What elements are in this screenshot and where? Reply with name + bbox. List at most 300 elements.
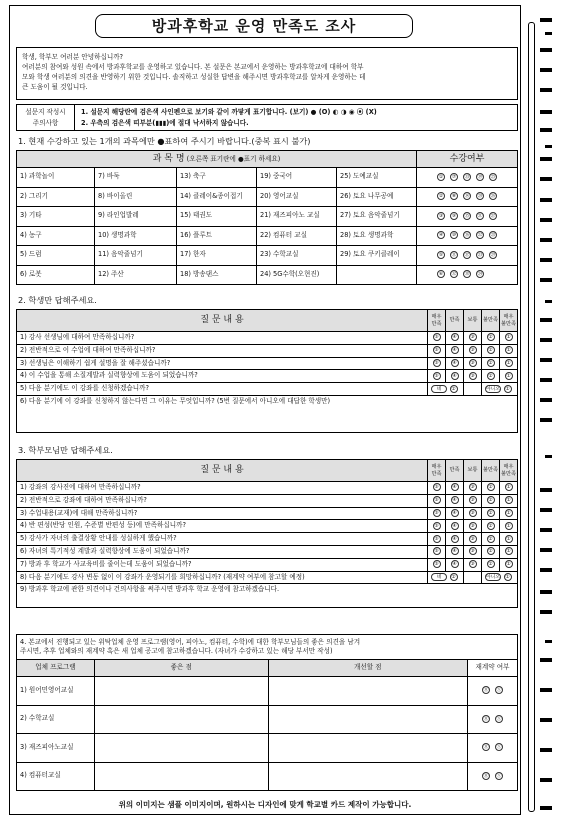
- subject-cell: 27) 토요 음악줄넘기: [337, 207, 417, 227]
- enroll-bubble[interactable]: ⑬: [464, 174, 470, 180]
- subject-row: [17, 226, 518, 246]
- parent-question-table: [16, 459, 518, 608]
- enroll-bubble[interactable]: ⑳: [477, 194, 483, 200]
- scale-cell: [464, 558, 482, 571]
- blank-cell: [464, 383, 482, 396]
- timing-mark: [545, 32, 552, 35]
- question-row: [17, 545, 518, 558]
- page-title: 방과후학교 운영 만족도 조사: [95, 14, 413, 38]
- answer-bubble[interactable]: ②: [488, 549, 493, 555]
- enroll-bubble[interactable]: ㉙: [490, 252, 496, 258]
- yes-cell: [428, 571, 464, 584]
- subject-cell: 3) 기타: [17, 207, 95, 227]
- answer-bubble[interactable]: ③: [470, 373, 475, 379]
- scale-cell: [482, 533, 500, 546]
- question-text: 6) 자녀의 특기적성 계발과 실력향상에 도움이 되었습니까?: [17, 545, 428, 558]
- yes-option[interactable]: 네: [431, 573, 447, 581]
- scale-cell: [428, 357, 446, 370]
- answer-bubble[interactable]: ⑤: [434, 562, 439, 568]
- answer-bubble[interactable]: ④: [452, 536, 457, 542]
- enroll-bubbles: [417, 207, 518, 227]
- answer-bubble[interactable]: ③: [470, 485, 475, 491]
- timing-mark: [540, 68, 552, 72]
- renew-yes-bubble[interactable]: ⓪: [483, 716, 489, 722]
- vendor-program: 2) 수학교실: [17, 705, 95, 734]
- scale-cell: [500, 370, 518, 383]
- scale-header: 만족: [446, 310, 464, 332]
- scale-cell: [500, 545, 518, 558]
- subject-cell: 9) 라인업발레: [95, 207, 177, 227]
- scale-cell: [446, 520, 464, 533]
- answer-bubble[interactable]: ④: [452, 373, 457, 379]
- answer-bubble[interactable]: ⑤: [434, 549, 439, 555]
- timing-mark: [545, 300, 552, 303]
- answer-bubble[interactable]: ②: [488, 536, 493, 542]
- vendor-header: 재계약 여부: [468, 660, 518, 677]
- subject-cell: 4) 농구: [17, 226, 95, 246]
- subject-header: [17, 151, 417, 168]
- vendor-row: [17, 677, 518, 706]
- question-row: [17, 584, 518, 608]
- renew-cell: [468, 705, 518, 734]
- student-question-table: [16, 309, 518, 433]
- answer-bubble[interactable]: ④: [452, 562, 457, 568]
- timing-mark: [540, 238, 552, 242]
- answer-bubble[interactable]: ①: [506, 511, 511, 517]
- greeting-line: 학생, 학부모 여러분 안녕하십니까?: [22, 53, 124, 61]
- answer-bubble[interactable]: ②: [488, 523, 493, 529]
- question-row: [17, 520, 518, 533]
- scale-cell: [446, 344, 464, 357]
- scale-header: 만족: [446, 460, 464, 482]
- answer-bubble[interactable]: ①: [506, 523, 511, 529]
- subject-cell: 5) 드럼: [17, 246, 95, 266]
- enroll-bubble[interactable]: ⑩: [451, 233, 457, 239]
- scale-cell: [446, 482, 464, 495]
- enroll-bubble[interactable]: ㉔: [477, 272, 483, 278]
- answer-bubble[interactable]: ⑤: [434, 485, 439, 491]
- enroll-bubble[interactable]: ①: [438, 174, 444, 180]
- renew-cell: [468, 677, 518, 706]
- improve-points-field[interactable]: [268, 734, 468, 763]
- subject-cell: 13) 축구: [177, 168, 257, 188]
- subject-cell: 23) 수학교실: [257, 246, 337, 266]
- timing-mark: [540, 748, 552, 752]
- subject-cell: 29) 토요 쿠키클레이: [337, 246, 417, 266]
- vendor-intro-line: 주시면, 추후 업체와의 재계약 혹은 새 업체 공고에 참고하겠습니다. (자녀가 수강하고 있는 해당 부서만 작성): [20, 647, 333, 655]
- enroll-bubble[interactable]: ㉖: [490, 194, 496, 200]
- timing-mark: [540, 778, 552, 782]
- timing-mark: [540, 358, 552, 362]
- timing-mark: [545, 640, 552, 643]
- scale-header: 매우 만족: [428, 310, 446, 332]
- renew-no-bubble[interactable]: ⓧ: [496, 773, 502, 779]
- answer-bubble[interactable]: ③: [470, 523, 475, 529]
- good-points-field[interactable]: [94, 705, 268, 734]
- good-points-field[interactable]: [94, 734, 268, 763]
- timing-mark: [540, 88, 552, 92]
- answer-bubble[interactable]: ②: [488, 348, 493, 354]
- question-row: [17, 370, 518, 383]
- answer-bubble[interactable]: ⑤: [434, 536, 439, 542]
- enroll-bubble[interactable]: ㉑: [477, 213, 483, 219]
- answer-bubble[interactable]: ②: [488, 335, 493, 341]
- enroll-bubble[interactable]: ⑯: [464, 233, 470, 239]
- notice-box: [16, 104, 518, 131]
- timing-mark: [540, 258, 552, 262]
- scale-cell: [428, 507, 446, 520]
- enroll-bubbles: [417, 187, 518, 207]
- question-text: 4) 반 편성(반당 인원, 수준별 반편성 등)에 만족하십니까?: [17, 520, 428, 533]
- scale-cell: [482, 370, 500, 383]
- subject-cell: 22) 컴퓨터 교실: [257, 226, 337, 246]
- yes-cell: [428, 383, 464, 396]
- subject-row: [17, 168, 518, 188]
- enroll-bubble[interactable]: ⑫: [451, 272, 457, 278]
- enroll-bubble[interactable]: ⑭: [464, 194, 470, 200]
- answer-bubble[interactable]: ④: [452, 348, 457, 354]
- enroll-bubble[interactable]: ⑱: [464, 272, 470, 278]
- subject-cell: 18) 방송댄스: [177, 265, 257, 285]
- question-text: 9) 방과후 학교에 관한 의견이나 건의사항을 써주시면 방과후 학교 운영에 참고하겠습니다.: [17, 584, 518, 608]
- notice-rule: 2. 우측의 검은색 띠부분(▮▮▮)에 절대 낙서하지 않습니다.: [81, 119, 249, 127]
- answer-bubble[interactable]: ②: [488, 361, 493, 367]
- timing-mark: [540, 198, 552, 202]
- question-text: 2) 전반적으로 이 수업에 대하여 만족하십니까?: [17, 344, 428, 357]
- timing-mark: [545, 455, 552, 458]
- scale-cell: [428, 370, 446, 383]
- timing-mark: [540, 508, 552, 512]
- scale-cell: [446, 558, 464, 571]
- question-text: 3) 선생님은 이해하기 쉽게 설명을 잘 해주셨습니까?: [17, 357, 428, 370]
- renew-cell: [468, 762, 518, 791]
- good-points-field[interactable]: [94, 677, 268, 706]
- scale-header: 매우 불만족: [500, 460, 518, 482]
- renew-yes-bubble[interactable]: ⓪: [483, 688, 489, 694]
- enroll-bubble[interactable]: ④: [438, 233, 444, 239]
- scale-header: 보통: [464, 460, 482, 482]
- timing-mark: [540, 378, 552, 382]
- answer-bubble[interactable]: ①: [505, 386, 510, 392]
- timing-mark: [540, 718, 552, 722]
- subject-header-label: 과 목 명: [152, 153, 185, 164]
- scale-cell: [464, 545, 482, 558]
- answer-bubble[interactable]: ④: [452, 485, 457, 491]
- scale-cell: [428, 482, 446, 495]
- improve-points-field[interactable]: [268, 677, 468, 706]
- enroll-bubble[interactable]: ⑰: [464, 252, 470, 258]
- question-header-row: [17, 310, 518, 332]
- answer-bubble[interactable]: ②: [451, 386, 456, 392]
- answer-bubble[interactable]: ⑤: [434, 523, 439, 529]
- footer-note: 위의 이미지는 샘플 이미지이며, 원하시는 디자인에 맞게 학교별 카드 제작이 가능합니다.: [118, 800, 412, 809]
- scale-cell: [482, 357, 500, 370]
- answer-bubble[interactable]: ①: [505, 575, 510, 581]
- enroll-bubble[interactable]: ②: [438, 194, 444, 200]
- timing-mark: [540, 528, 552, 532]
- vendor-program: 4) 컴퓨터교실: [17, 762, 95, 791]
- timing-mark: [540, 318, 552, 322]
- notice-label: [17, 105, 75, 130]
- timing-mark: [540, 590, 552, 594]
- scale-cell: [464, 344, 482, 357]
- scale-cell: [482, 494, 500, 507]
- subject-row: [17, 265, 518, 285]
- no-cell: [482, 383, 518, 396]
- enroll-bubble[interactable]: ㉗: [490, 213, 496, 219]
- answer-bubble[interactable]: ②: [488, 373, 493, 379]
- subject-row: [17, 187, 518, 207]
- good-points-field[interactable]: [94, 762, 268, 791]
- improve-points-field[interactable]: [268, 762, 468, 791]
- question-row: [17, 357, 518, 370]
- improve-points-field[interactable]: [268, 705, 468, 734]
- scale-cell: [446, 357, 464, 370]
- timing-mark: [540, 278, 552, 282]
- subject-cell: 15) 태권도: [177, 207, 257, 227]
- question-header-label: 질 문 내 용: [200, 465, 244, 476]
- renew-no-bubble[interactable]: ⓧ: [496, 716, 502, 722]
- scale-header: 매우 불만족: [500, 310, 518, 332]
- scale-cell: [500, 507, 518, 520]
- enroll-bubble[interactable]: ㉘: [490, 233, 496, 239]
- question-text: 1) 강사 선생님에 대하여 만족하십니까?: [17, 332, 428, 345]
- renew-no-bubble[interactable]: ⓧ: [496, 688, 502, 694]
- answer-bubble[interactable]: ②: [488, 485, 493, 491]
- subject-cell: 26) 토요 나무공예: [337, 187, 417, 207]
- scale-cell: [446, 494, 464, 507]
- vendor-header: 개선할 점: [268, 660, 468, 677]
- vendor-header: 좋은 점: [94, 660, 268, 677]
- enroll-bubble[interactable]: ③: [438, 213, 444, 219]
- scale-cell: [482, 482, 500, 495]
- enroll-bubble[interactable]: ⑤: [438, 252, 444, 258]
- vendor-program: 1) 원어민영어교실: [17, 677, 95, 706]
- enroll-bubbles: [417, 168, 518, 188]
- answer-bubble[interactable]: ⑤: [434, 361, 439, 367]
- scale-header: 불만족: [482, 460, 500, 482]
- answer-bubble[interactable]: ①: [506, 549, 511, 555]
- subject-table: [16, 150, 518, 285]
- scale-cell: [428, 520, 446, 533]
- answer-bubble[interactable]: ①: [506, 373, 511, 379]
- vendor-row: [17, 762, 518, 791]
- no-cell: [482, 571, 518, 584]
- timing-mark: [540, 688, 552, 692]
- scale-header: 보통: [464, 310, 482, 332]
- no-option[interactable]: 아니오: [486, 386, 500, 392]
- question-row: [17, 571, 518, 584]
- notice-label-line: 설문지 작성시: [25, 108, 66, 116]
- answer-bubble[interactable]: ⑤: [434, 511, 439, 517]
- answer-bubble[interactable]: ①: [506, 536, 511, 542]
- greeting-line: 큰 도움이 될 것입니다.: [22, 83, 88, 91]
- question-row: [17, 344, 518, 357]
- scale-cell: [464, 482, 482, 495]
- renew-no-bubble[interactable]: ⓧ: [496, 745, 502, 751]
- subject-cell: 6) 로봇: [17, 265, 95, 285]
- answer-bubble[interactable]: ④: [452, 523, 457, 529]
- enroll-bubble[interactable]: ⑲: [477, 174, 483, 180]
- scale-cell: [446, 545, 464, 558]
- scale-cell: [482, 545, 500, 558]
- timing-mark: [540, 218, 552, 222]
- scale-cell: [500, 357, 518, 370]
- timing-mark: [540, 338, 552, 342]
- scale-cell: [446, 507, 464, 520]
- timing-mark: [540, 398, 552, 402]
- enroll-bubbles: [417, 246, 518, 266]
- answer-bubble[interactable]: ③: [470, 536, 475, 542]
- greeting-line: 모와 학생 여러분의 의견을 반영하기 위한 것입니다. 솔직하고 성실한 답변을 해주시면 방과후학교를 알차게 운영하는 데: [22, 73, 366, 81]
- question-row: [17, 507, 518, 520]
- answer-bubble[interactable]: ②: [488, 562, 493, 568]
- question-text: 3) 수업내용(교재)에 대해 만족하십니까?: [17, 507, 428, 520]
- timing-mark: [540, 157, 552, 161]
- answer-bubble[interactable]: ③: [470, 549, 475, 555]
- enroll-bubble[interactable]: ⑥: [438, 272, 444, 278]
- question-header-label: 질 문 내 용: [200, 315, 244, 326]
- answer-bubble[interactable]: ④: [452, 335, 457, 341]
- vendor-header: 업체 프로그램: [17, 660, 95, 677]
- no-option[interactable]: 아니오: [486, 575, 500, 581]
- renew-yes-bubble[interactable]: ⓪: [483, 773, 489, 779]
- subject-row: [17, 246, 518, 266]
- timing-mark: [540, 658, 552, 662]
- scale-cell: [500, 558, 518, 571]
- scale-cell: [500, 332, 518, 345]
- answer-bubble[interactable]: ①: [506, 348, 511, 354]
- greeting-box: [16, 47, 518, 100]
- enroll-bubble[interactable]: ⑨: [451, 213, 457, 219]
- enroll-bubbles: [417, 265, 518, 285]
- question-header: [17, 310, 428, 332]
- enroll-bubble[interactable]: ㉒: [477, 233, 483, 239]
- notice-label-line: 주의사항: [32, 119, 59, 127]
- subject-cell: 7) 바둑: [95, 168, 177, 188]
- timing-mark: [540, 610, 552, 614]
- subject-cell: 21) 재즈피아노 교실: [257, 207, 337, 227]
- answer-bubble[interactable]: ④: [452, 549, 457, 555]
- subject-cell: 25) 도예교실: [337, 168, 417, 188]
- subject-cell: 16) 플루트: [177, 226, 257, 246]
- renew-yes-bubble[interactable]: ⓪: [483, 745, 489, 751]
- scale-cell: [482, 332, 500, 345]
- timing-mark: [540, 488, 552, 492]
- scale-cell: [500, 494, 518, 507]
- answer-bubble[interactable]: ②: [488, 498, 493, 504]
- answer-bubble[interactable]: ①: [506, 485, 511, 491]
- subject-header-note: (오른쪽 표기란에 ●표기 하세요): [186, 154, 281, 163]
- timing-mark: [540, 418, 552, 422]
- subject-cell: [337, 265, 417, 285]
- answer-bubble[interactable]: ①: [506, 335, 511, 341]
- question-row: [17, 332, 518, 345]
- question-text: 7) 방과 후 학교가 사교육비를 줄이는데 도움이 되었습니까?: [17, 558, 428, 571]
- answer-bubble[interactable]: ④: [452, 511, 457, 517]
- subject-cell: 8) 바이올린: [95, 187, 177, 207]
- subject-row: [17, 207, 518, 227]
- subject-cell: 17) 한자: [177, 246, 257, 266]
- enroll-bubble[interactable]: ⑮: [464, 213, 470, 219]
- answer-bubble[interactable]: ⑤: [434, 373, 439, 379]
- scale-cell: [446, 332, 464, 345]
- answer-bubble[interactable]: ②: [451, 575, 456, 581]
- timing-mark: [545, 145, 552, 148]
- scale-cell: [482, 558, 500, 571]
- answer-bubble[interactable]: ③: [470, 361, 475, 367]
- answer-bubble[interactable]: ④: [452, 498, 457, 504]
- enroll-bubble[interactable]: ㉕: [490, 174, 496, 180]
- scale-cell: [500, 344, 518, 357]
- answer-bubble[interactable]: ③: [470, 348, 475, 354]
- answer-bubble[interactable]: ②: [488, 511, 493, 517]
- subject-cell: 14) 클레이&종이접기: [177, 187, 257, 207]
- timing-mark: [540, 177, 552, 181]
- timing-mark: [540, 48, 552, 52]
- enroll-bubble[interactable]: ⑪: [451, 252, 457, 258]
- answer-bubble[interactable]: ⑤: [434, 335, 439, 341]
- enroll-bubble[interactable]: ㉓: [477, 252, 483, 258]
- scale-cell: [428, 332, 446, 345]
- scale-cell: [446, 370, 464, 383]
- question-row: [17, 383, 518, 396]
- scale-cell: [428, 494, 446, 507]
- yes-option[interactable]: 네: [431, 385, 447, 393]
- answer-bubble[interactable]: ③: [470, 511, 475, 517]
- scale-cell: [464, 357, 482, 370]
- enroll-bubble[interactable]: ⑧: [451, 194, 457, 200]
- scale-cell: [464, 533, 482, 546]
- subject-cell: 1) 과학놀이: [17, 168, 95, 188]
- timing-mark: [540, 548, 552, 552]
- scale-cell: [482, 344, 500, 357]
- answer-bubble[interactable]: ③: [470, 335, 475, 341]
- enroll-header-label: 수강여부: [449, 153, 485, 164]
- empty-slot: [489, 270, 497, 278]
- answer-bubble[interactable]: ①: [506, 361, 511, 367]
- answer-bubble[interactable]: ③: [470, 562, 475, 568]
- scale-cell: [500, 533, 518, 546]
- subject-cell: 20) 영어교실: [257, 187, 337, 207]
- question-text: 5) 강사가 자녀의 출결상황 안내를 성실하게 했습니까?: [17, 533, 428, 546]
- answer-bubble[interactable]: ③: [470, 498, 475, 504]
- answer-bubble[interactable]: ④: [452, 361, 457, 367]
- subject-cell: 11) 음악줄넘기: [95, 246, 177, 266]
- answer-bubble[interactable]: ①: [506, 562, 511, 568]
- scale-cell: [500, 482, 518, 495]
- answer-bubble[interactable]: ⑤: [434, 498, 439, 504]
- answer-bubble[interactable]: ①: [506, 498, 511, 504]
- question-row: [17, 395, 518, 432]
- timing-mark: [540, 128, 552, 132]
- renew-cell: [468, 734, 518, 763]
- timing-marks: [536, 0, 556, 817]
- scale-cell: [428, 545, 446, 558]
- scale-cell: [500, 520, 518, 533]
- subject-cell: 28) 토요 생명과학: [337, 226, 417, 246]
- scale-cell: [464, 332, 482, 345]
- question-row: [17, 494, 518, 507]
- scale-cell: [428, 533, 446, 546]
- scale-cell: [464, 494, 482, 507]
- scale-cell: [464, 520, 482, 533]
- answer-bubble[interactable]: ⑤: [434, 348, 439, 354]
- vendor-row: [17, 705, 518, 734]
- subject-cell: 10) 생명과학: [95, 226, 177, 246]
- enroll-bubble[interactable]: ⑦: [451, 174, 457, 180]
- timing-mark: [540, 110, 552, 114]
